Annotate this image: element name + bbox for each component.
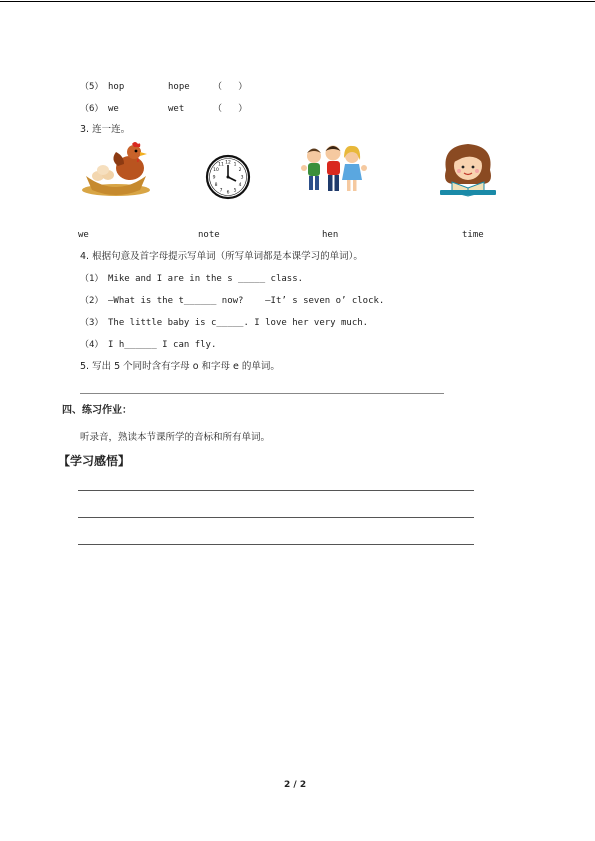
match-word: we: [78, 230, 89, 240]
section-5-title: 5. 写出 5 个同时含有字母 o 和字母 e 的单词。: [80, 361, 280, 372]
answer-parentheses[interactable]: （ ）: [213, 82, 248, 92]
item-number: （1）: [80, 274, 104, 284]
pair-word-a: we: [108, 104, 119, 114]
homework-text: 听录音，熟读本节课所学的音标和所有单词。: [80, 432, 271, 443]
reflection-line-3[interactable]: [78, 544, 474, 545]
match-word: time: [462, 230, 484, 240]
match-word: note: [198, 230, 220, 240]
clock-icon: [205, 154, 251, 200]
pair-word-a: hop: [108, 82, 125, 92]
svg-text:9: 9: [212, 175, 216, 181]
item-number: （4）: [80, 340, 104, 350]
item-sentence[interactable]: I h______ I can fly.: [108, 340, 217, 350]
reflection-line-1[interactable]: [78, 490, 474, 491]
page-top-border: [0, 1, 595, 2]
reflection-title: 【学习感悟】: [58, 454, 131, 468]
svg-text:5: 5: [233, 188, 237, 194]
pair-word-b: hope: [168, 82, 190, 92]
svg-text:4: 4: [238, 183, 242, 188]
item-sentence[interactable]: The little baby is c_____. I love her very much.: [108, 318, 369, 328]
svg-text:1: 1: [233, 162, 237, 168]
pair-number: （5）: [80, 82, 104, 92]
pair-word-b: wet: [168, 104, 185, 114]
answer-parentheses[interactable]: （ ）: [213, 104, 248, 114]
children-icon: [300, 142, 368, 198]
svg-text:2: 2: [238, 168, 242, 173]
section-4-title: 4. 根据句意及首字母提示写单词（所写单词都是本课学习的单词）。: [80, 251, 363, 262]
reflection-line-2[interactable]: [78, 517, 474, 518]
svg-text:10: 10: [213, 168, 219, 173]
item-number: （2）: [80, 296, 104, 306]
section-3-title: 3. 连一连。: [80, 124, 131, 135]
svg-text:6: 6: [226, 190, 230, 196]
homework-title: 四、练习作业：: [62, 405, 132, 416]
answer-line[interactable]: [80, 393, 444, 394]
svg-text:8: 8: [214, 183, 218, 188]
svg-text:7: 7: [219, 188, 223, 194]
hen-with-eggs-icon: [80, 140, 152, 198]
item-sentence[interactable]: —What is the t______ now? —It’ s seven o’ clock.: [108, 296, 385, 306]
page-number: 2 / 2: [284, 780, 307, 790]
match-word: hen: [322, 230, 339, 240]
item-sentence[interactable]: Mike and I are in the s _____ class.: [108, 274, 304, 284]
svg-text:12: 12: [225, 160, 231, 166]
svg-text:3: 3: [240, 175, 244, 181]
girl-reading-icon: [438, 140, 498, 198]
svg-text:11: 11: [218, 162, 224, 168]
item-number: （3）: [80, 318, 104, 328]
pair-number: （6）: [80, 104, 104, 114]
